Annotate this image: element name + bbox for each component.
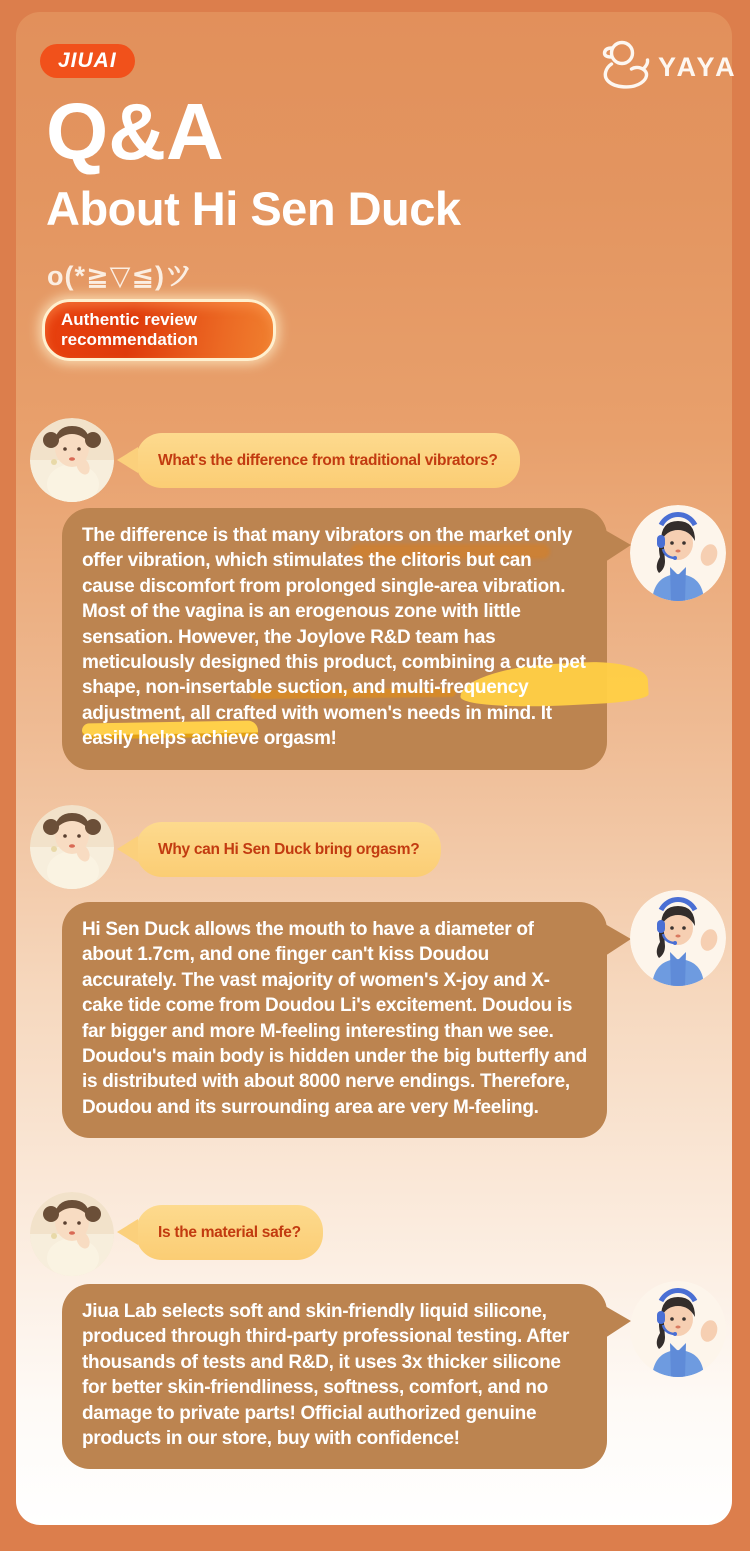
user-avatar bbox=[30, 418, 114, 502]
ribbon-line1: Authentic review bbox=[61, 310, 198, 329]
agent-avatar bbox=[630, 505, 726, 601]
user-avatar bbox=[30, 1192, 114, 1276]
question-text: What's the difference from traditional vibrators? bbox=[158, 451, 498, 469]
question-bubble-tail bbox=[117, 836, 138, 862]
answer-text: Hi Sen Duck allows the mouth to have a diameter of about 1.7cm, and one finger can't kiss Doudou accurately. The vast majority of women's X-joy and X-cake tide come from Doudou Li's excitement. Doudou is far bigger and more M-feeling interesting than we see. Doudou's main body is hidden under the big butterfly and is distributed with about 8000 nerve endings. Therefore, Doudou and its surrounding area are very M-feeling. bbox=[82, 919, 587, 1118]
question-bubble-tail bbox=[117, 447, 138, 473]
answer-bubble bbox=[62, 902, 607, 1138]
question-bubble-tail bbox=[117, 1219, 138, 1245]
question-text: Is the material safe? bbox=[158, 1223, 301, 1241]
ribbon-line2: recommendation bbox=[61, 330, 198, 349]
question-bubble bbox=[136, 433, 520, 488]
duck-outline-icon bbox=[596, 38, 654, 97]
page-title: Q&A bbox=[46, 87, 224, 176]
answer-bubble-tail bbox=[605, 530, 631, 562]
kaomoji-text: o(*≧▽≦)ツ bbox=[47, 261, 193, 291]
answer-text: Jiua Lab selects soft and skin-friendly liquid silicone, produced through third-party professional testing. After thousands of tests and R&D, it uses 3x thicker silicone for better skin-friendliness, softness, comfort, and no damage to private parts! Official authorized genuine products in our store, buy with confidence! bbox=[82, 1301, 570, 1450]
answer-bubble bbox=[62, 508, 607, 770]
answer-bubble-tail bbox=[605, 1306, 631, 1338]
question-text: Why can Hi Sen Duck bring orgasm? bbox=[158, 840, 420, 858]
answer-text: The difference is that many vibrators on the market only offer vibration, which stimulates the clitoris but can cause discomfort from prolonged single-area vibration. Most of the vagina is an erogenous zone with little sensation. However, the Joylove R&D team has meticulously designed this product, combining a cute pet shape, non-insertable suction, and multi-frequency adjustment, all crafted with women's needs in mind. It easily helps achieve orgasm! bbox=[82, 525, 586, 750]
brand-badge-label: JIUAI bbox=[58, 49, 117, 72]
authentic-review-ribbon bbox=[42, 299, 276, 361]
agent-avatar bbox=[630, 890, 726, 986]
yaya-logo bbox=[596, 40, 736, 94]
answer-bubble bbox=[62, 1284, 607, 1469]
question-bubble bbox=[136, 1205, 323, 1260]
question-bubble bbox=[136, 822, 441, 877]
yaya-logo-text: YAYA bbox=[658, 51, 738, 82]
brand-badge bbox=[40, 44, 135, 78]
answer-bubble-tail bbox=[605, 924, 631, 956]
page-subtitle: About Hi Sen Duck bbox=[46, 182, 461, 235]
agent-avatar bbox=[630, 1281, 726, 1377]
user-avatar bbox=[30, 805, 114, 889]
